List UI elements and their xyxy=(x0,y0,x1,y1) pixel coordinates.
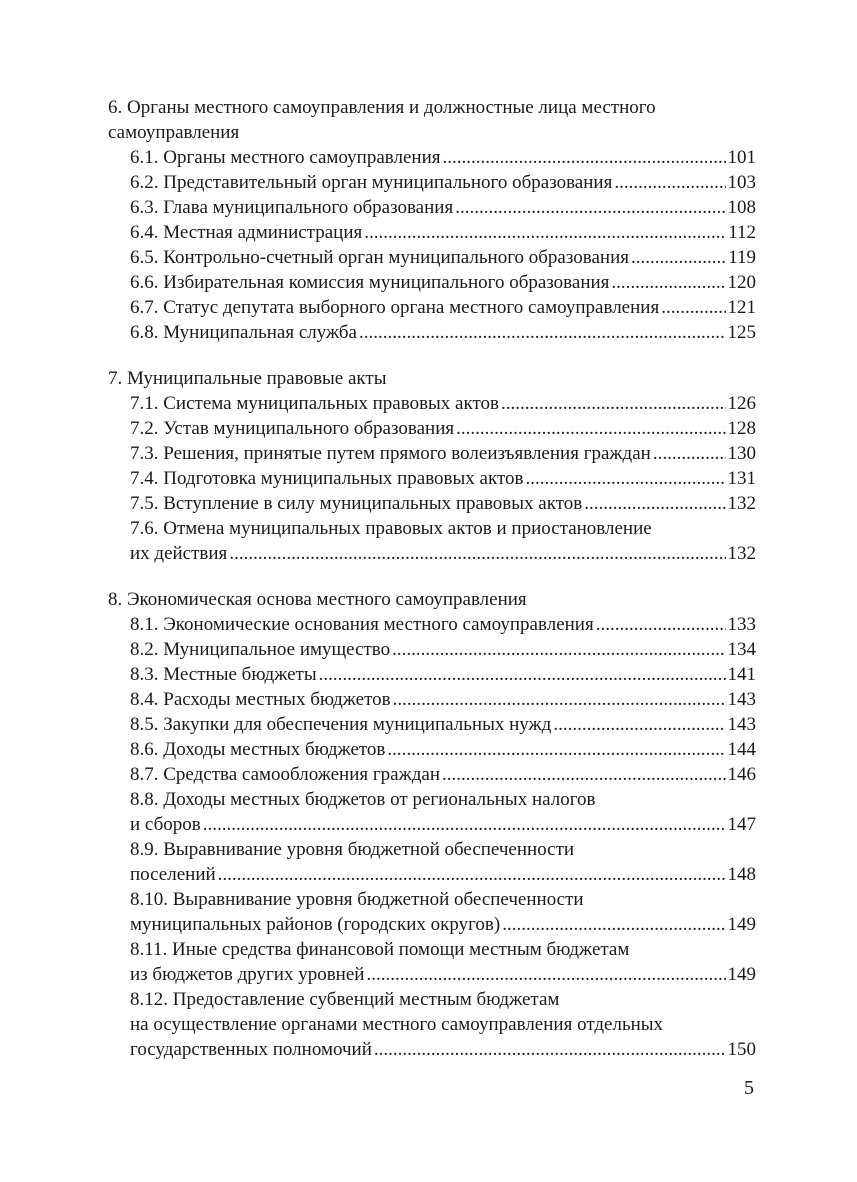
toc-entry-label: 7.5. Вступление в силу муниципальных правовых актов xyxy=(130,493,583,514)
toc-entry-row xyxy=(130,320,756,345)
toc-entry-label: 8.2. Муниципальное имущество xyxy=(130,639,391,660)
toc-entry-line: на осуществление органами местного самоуправления отдельных xyxy=(130,1014,664,1035)
toc-entry[interactable] xyxy=(108,662,756,687)
toc-entry-label: 6.3. Глава муниципального образования xyxy=(130,197,454,218)
toc-entry-row xyxy=(130,466,756,491)
toc-entry-page: 101 xyxy=(727,147,756,168)
toc-entry[interactable] xyxy=(108,270,756,295)
section-title-line: самоуправления xyxy=(108,122,240,143)
toc-entry-line: 8.10. Выравнивание уровня бюджетной обеспеченности xyxy=(130,889,584,910)
toc-entry[interactable] xyxy=(108,637,756,662)
toc-entry-row xyxy=(130,170,756,195)
toc-entry-line: 8.8. Доходы местных бюджетов от региональных налогов xyxy=(130,789,596,810)
dot-leader xyxy=(502,912,725,937)
dot-leader xyxy=(393,687,726,712)
toc-entry-row xyxy=(130,220,756,245)
toc-entry-row xyxy=(130,962,756,987)
toc-entry-page: 144 xyxy=(727,739,756,760)
dot-leader xyxy=(456,416,725,441)
toc-entry[interactable] xyxy=(108,712,756,737)
toc-entry-page: 108 xyxy=(727,197,756,218)
toc-entry-row xyxy=(130,195,756,220)
toc-entry-row xyxy=(130,812,756,837)
dot-leader xyxy=(387,737,725,762)
toc-entry[interactable] xyxy=(108,391,756,416)
section-title-line: 8. Экономическая основа местного самоуправления xyxy=(108,589,527,610)
dot-leader xyxy=(218,862,726,887)
toc-entry-line: 8.9. Выравнивание уровня бюджетной обеспеченности xyxy=(130,839,575,860)
toc-entry[interactable] xyxy=(108,320,756,345)
toc-entry-label: 8.1. Экономические основания местного самоуправления xyxy=(130,614,594,635)
toc-entry-row xyxy=(130,912,756,937)
toc-entry[interactable] xyxy=(108,170,756,195)
toc-entry-row xyxy=(130,270,756,295)
toc-entry-row xyxy=(130,762,756,787)
dot-leader xyxy=(392,637,725,662)
toc-entry[interactable] xyxy=(108,416,756,441)
toc-entry-page: 119 xyxy=(728,247,756,268)
toc-entry[interactable] xyxy=(108,295,756,320)
dot-leader xyxy=(596,612,726,637)
dot-leader xyxy=(203,812,726,837)
toc-entry-page: 133 xyxy=(727,614,756,635)
toc-entry-page: 141 xyxy=(727,664,756,685)
toc-entry-page: 148 xyxy=(727,864,756,885)
toc-entry-label: 8.4. Расходы местных бюджетов xyxy=(130,689,391,710)
toc-entry-row xyxy=(130,491,756,516)
toc-entry-row xyxy=(130,391,756,416)
toc-entry-page: 132 xyxy=(727,493,756,514)
dot-leader xyxy=(443,145,726,170)
section-title xyxy=(108,366,756,391)
toc-entry[interactable] xyxy=(108,737,756,762)
toc-entry-row xyxy=(130,712,756,737)
toc-entry-page: 143 xyxy=(727,689,756,710)
toc-entry-label: 6.8. Муниципальная служба xyxy=(130,322,357,343)
toc-entry-page: 149 xyxy=(727,914,756,935)
toc-entry-page: 143 xyxy=(727,714,756,735)
toc-entry-page: 120 xyxy=(727,272,756,293)
toc-entry[interactable] xyxy=(108,145,756,170)
toc-section xyxy=(108,366,756,566)
toc-entry-label: 8.3. Местные бюджеты xyxy=(130,664,317,685)
section-title-line: 7. Муниципальные правовые акты xyxy=(108,368,387,389)
dot-leader xyxy=(359,320,726,345)
dot-leader xyxy=(611,270,725,295)
dot-leader xyxy=(653,441,726,466)
toc-entry-line: 8.12. Предоставление субвенций местным бюджетам xyxy=(130,989,560,1010)
toc-entry-label: их действия xyxy=(130,543,228,564)
toc-section xyxy=(108,587,756,1062)
toc-entry-line: 7.6. Отмена муниципальных правовых актов и приостановление xyxy=(130,518,652,539)
toc-entry-label: 6.1. Органы местного самоуправления xyxy=(130,147,441,168)
dot-leader xyxy=(374,1037,726,1062)
dot-leader xyxy=(455,195,725,220)
toc-entry-page: 149 xyxy=(727,964,756,985)
toc-entry-label: 8.6. Доходы местных бюджетов xyxy=(130,739,386,760)
toc-entry-page: 131 xyxy=(727,468,756,489)
dot-leader xyxy=(442,762,726,787)
toc-entry-page: 146 xyxy=(727,764,756,785)
toc-entry[interactable] xyxy=(108,687,756,712)
toc-entry-label: 6.7. Статус депутата выборного органа местного самоуправления xyxy=(130,297,660,318)
toc-entry-page: 130 xyxy=(727,443,756,464)
toc-entry[interactable] xyxy=(108,220,756,245)
toc-entry-row xyxy=(130,145,756,170)
toc-entry-row xyxy=(130,662,756,687)
toc-entry[interactable] xyxy=(108,787,756,837)
toc-entry-page: 112 xyxy=(728,222,756,243)
toc-entry-label: 7.4. Подготовка муниципальных правовых актов xyxy=(130,468,524,489)
dot-leader xyxy=(661,295,725,320)
toc-entry-label: 7.2. Устав муниципального образования xyxy=(130,418,455,439)
toc-entry-row xyxy=(130,862,756,887)
section-title xyxy=(108,95,756,145)
toc-entry[interactable] xyxy=(108,441,756,466)
dot-leader xyxy=(319,662,726,687)
toc-entry-page: 132 xyxy=(727,543,756,564)
toc-entry-row xyxy=(130,737,756,762)
toc-entry-row xyxy=(130,295,756,320)
toc-entry[interactable] xyxy=(108,612,756,637)
toc-entry-row xyxy=(130,541,756,566)
section-title xyxy=(108,587,756,612)
section-title-line: 6. Органы местного самоуправления и должностные лица местного xyxy=(108,97,656,118)
toc-entry[interactable] xyxy=(108,195,756,220)
toc-entry-label: 6.5. Контрольно-счетный орган муниципального образования xyxy=(130,247,629,268)
toc-entry-label: поселений xyxy=(130,864,216,885)
toc-entry[interactable] xyxy=(108,987,756,1062)
toc-entry-page: 125 xyxy=(727,322,756,343)
toc-entry-line: 8.11. Иные средства финансовой помощи местным бюджетам xyxy=(130,939,630,960)
dot-leader xyxy=(553,712,725,737)
toc-entry-label: 8.5. Закупки для обеспечения муниципальных нужд xyxy=(130,714,552,735)
toc-entry-page: 128 xyxy=(727,418,756,439)
toc-entry-label: 8.7. Средства самообложения граждан xyxy=(130,764,440,785)
toc-entry-row xyxy=(130,1037,756,1062)
toc-entry-row xyxy=(130,245,756,270)
toc-entry[interactable] xyxy=(108,837,756,887)
toc-entry-label: 6.4. Местная администрация xyxy=(130,222,363,243)
toc-entry-label: 7.1. Система муниципальных правовых актов xyxy=(130,393,499,414)
dot-leader xyxy=(501,391,726,416)
toc-entry-label: муниципальных районов (городских округов) xyxy=(130,914,501,935)
toc-entry-page: 103 xyxy=(727,172,756,193)
toc-entry-page: 134 xyxy=(727,639,756,660)
toc-entry-row xyxy=(130,612,756,637)
toc-entry-page: 150 xyxy=(727,1039,756,1060)
toc-entry-label: государственных полномочий xyxy=(130,1039,372,1060)
dot-leader xyxy=(631,245,726,270)
toc-entry-label: 7.3. Решения, принятые путем прямого волеизъявления граждан xyxy=(130,443,651,464)
toc-entry-label: и сборов xyxy=(130,814,201,835)
toc-entry-label: 6.6. Избирательная комиссия муниципального образования xyxy=(130,272,610,293)
toc-entry[interactable] xyxy=(108,887,756,937)
toc-entry[interactable] xyxy=(108,762,756,787)
table-of-contents xyxy=(108,95,756,1083)
dot-leader xyxy=(364,220,726,245)
toc-entry[interactable] xyxy=(108,937,756,987)
page-number: 5 xyxy=(744,1077,754,1099)
dot-leader xyxy=(366,962,725,987)
dot-leader xyxy=(229,541,725,566)
toc-entry[interactable] xyxy=(108,466,756,491)
toc-section xyxy=(108,95,756,345)
toc-entry-label: 6.2. Представительный орган муниципального образования xyxy=(130,172,613,193)
toc-entry-label: из бюджетов других уровней xyxy=(130,964,365,985)
toc-entry-row xyxy=(130,687,756,712)
toc-entry-row xyxy=(130,416,756,441)
toc-entry[interactable] xyxy=(108,491,756,516)
toc-entry-row xyxy=(130,441,756,466)
toc-entry[interactable] xyxy=(108,516,756,566)
dot-leader xyxy=(614,170,725,195)
toc-entry-row xyxy=(130,637,756,662)
toc-entry-page: 121 xyxy=(727,297,756,318)
toc-entry[interactable] xyxy=(108,245,756,270)
toc-entry-page: 126 xyxy=(727,393,756,414)
toc-entry-page: 147 xyxy=(727,814,756,835)
dot-leader xyxy=(525,466,725,491)
dot-leader xyxy=(584,491,725,516)
